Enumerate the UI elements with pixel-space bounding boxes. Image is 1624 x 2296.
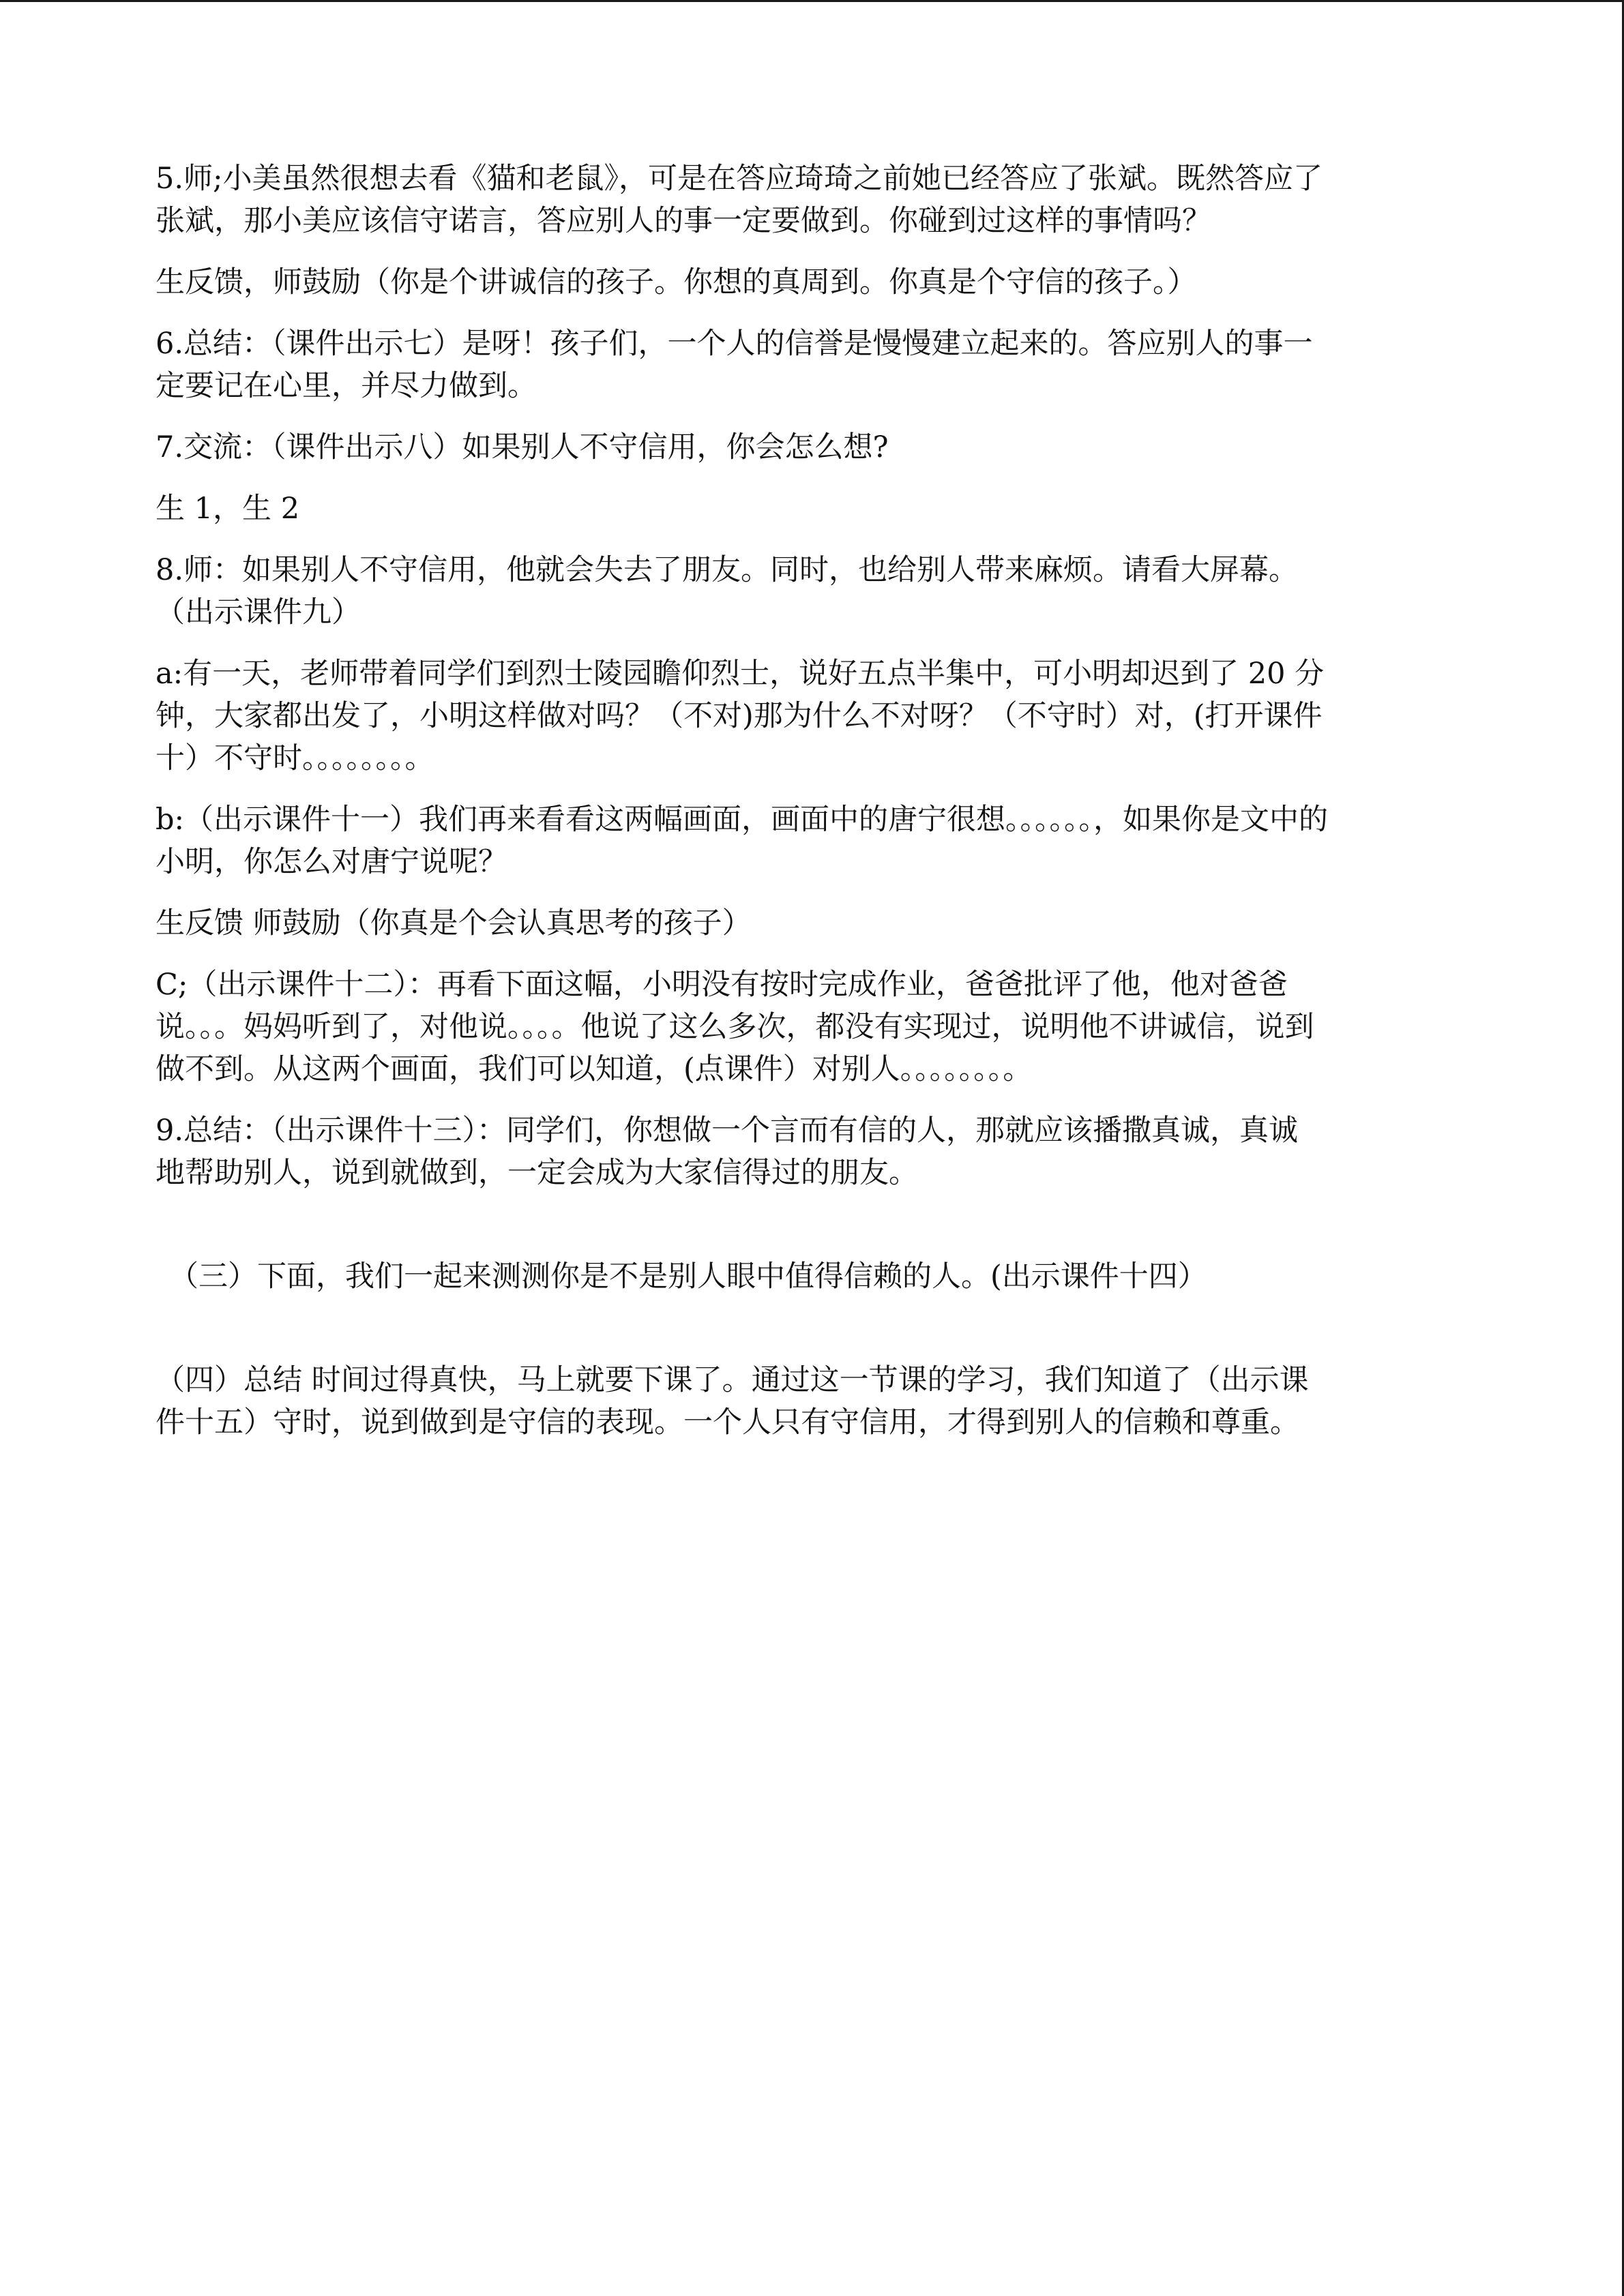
paragraph-feedback-2	[156, 902, 1475, 944]
text-line: 十）不守时。。。。。。。。	[156, 741, 434, 775]
paragraph-a	[156, 653, 1475, 779]
paragraph-students	[156, 488, 1475, 530]
paragraph-section-3	[156, 1255, 1475, 1298]
text-line: 件十五）守时，说到做到是守信的表现。一个人只有守信用，才得到别人的信赖和尊重。	[156, 1405, 1299, 1440]
text-line: 生 1，生 2	[156, 492, 300, 526]
paragraph-b	[156, 799, 1475, 883]
text-line: C;（出示课件十二）：再看下面这幅，小明没有按时完成作业，爸爸批评了他，他对爸爸	[156, 968, 1288, 1002]
text-line: 生反馈 师鼓励（你真是个会认真思考的孩子）	[156, 906, 752, 940]
text-line: 说。。。妈妈听到了，对他说。。。。他说了这么多次，都没有实现过，说明他不讲诚信，说到	[156, 1010, 1314, 1044]
text-line: 6.总结：（课件出示七）是呀！孩子们，一个人的信誉是慢慢建立起来的。答应别人的事一	[156, 327, 1313, 361]
text-line: 钟，大家都出发了，小明这样做对吗？（不对)那为什么不对呀？（不守时）对，(打开课件	[156, 699, 1323, 733]
text-line: 生反馈，师鼓励（你是个讲诚信的孩子。你想的真周到。你真是个守信的孩子。）	[156, 265, 1197, 299]
text-line: 定要记在心里，并尽力做到。	[156, 369, 537, 403]
paragraph-7-exchange	[156, 426, 1475, 468]
text-line: a:有一天，老师带着同学们到烈士陵园瞻仰烈士，说好五点半集中，可小明却迟到了 20 分	[156, 657, 1325, 691]
text-line: （四）总结 时间过得真快，马上就要下课了。通过这一节课的学习，我们知道了（出示课	[156, 1363, 1309, 1397]
text-line: 5.师;小美虽然很想去看《猫和老鼠》，可是在答应琦琦之前她已经答应了张斌。既然答应了	[156, 162, 1323, 196]
text-line: 张斌，那小美应该信守诺言，答应别人的事一定要做到。你碰到过这样的事情吗？	[156, 204, 1211, 238]
text-line: （三）下面，我们一起来测测你是不是别人眼中值得信赖的人。(出示课件十四）	[169, 1259, 1207, 1294]
paragraph-5-teacher	[156, 158, 1475, 242]
paragraph-8-teacher	[156, 549, 1475, 633]
text-line: b:（出示课件十一）我们再来看看这两幅画面，画面中的唐宁很想。。。。。。，如果你是文中的	[156, 803, 1329, 837]
spacer	[156, 1213, 1475, 1255]
document-body	[156, 158, 1475, 1463]
text-line: 9.总结：（出示课件十三）：同学们，你想做一个言而有信的人，那就应该播撒真诚，真诚	[156, 1114, 1299, 1148]
paragraph-9-summary	[156, 1109, 1475, 1194]
paragraph-c	[156, 964, 1475, 1090]
text-line: （出示课件九）	[156, 595, 361, 629]
text-line: 8.师：如果别人不守信用，他就会失去了朋友。同时，也给别人带来麻烦。请看大屏幕。	[156, 553, 1299, 587]
text-line: 做不到。从这两个画面，我们可以知道，(点课件）对别人。。。。。。。。	[156, 1052, 1033, 1086]
spacer	[156, 1317, 1475, 1359]
paragraph-section-4	[156, 1359, 1475, 1444]
text-line: 小明，你怎么对唐宁说呢？	[156, 845, 507, 879]
paragraph-6-summary	[156, 323, 1475, 407]
paragraph-student-feedback	[156, 261, 1475, 303]
text-line: 7.交流：（课件出示八）如果别人不守信用，你会怎么想?	[156, 430, 889, 464]
text-line: 地帮助别人，说到就做到，一定会成为大家信得过的朋友。	[156, 1156, 918, 1190]
